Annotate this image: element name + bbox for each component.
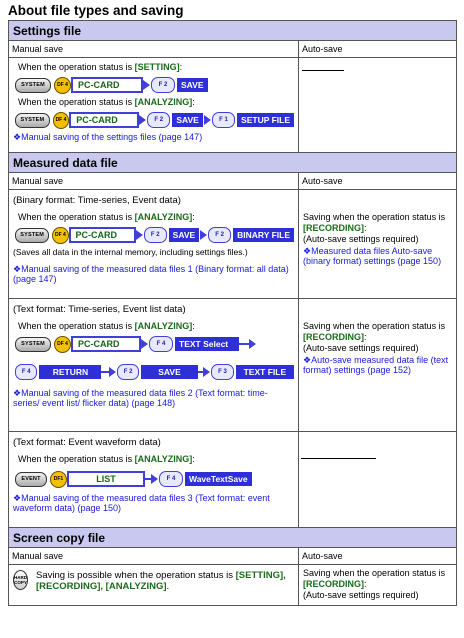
- system-key[interactable]: SYSTEM: [15, 228, 49, 243]
- save-button[interactable]: SAVE: [172, 113, 203, 127]
- page: [8, 3, 456, 606]
- text-flow-2: [15, 362, 294, 382]
- auto-requirement: (Auto-save settings required): [303, 343, 419, 353]
- text-format-label: (Text format: Time-series, Event list data): [13, 304, 186, 315]
- text-row: [9, 299, 457, 432]
- binary-flow: [15, 225, 294, 245]
- screen-auto-cell: [299, 565, 457, 606]
- section-heading: Screen copy file: [9, 528, 457, 548]
- f4-key[interactable]: F 4: [149, 336, 173, 352]
- screen-manual-cell: [9, 565, 299, 606]
- file-types-table: [8, 20, 457, 606]
- event-key[interactable]: EVENT: [15, 472, 47, 487]
- text-page-link[interactable]: ❖Manual saving of the measured data files 2 (Text format: time-series/ event list/ flicker data) (page 148): [13, 388, 268, 408]
- settings-page-link[interactable]: ❖Manual saving of the settings files (page 147): [13, 132, 203, 142]
- diamond-icon: ❖: [303, 246, 312, 256]
- settings-condition-1: When the operation status is [SETTING]:: [18, 62, 183, 72]
- pc-card-tab[interactable]: PC-CARD: [71, 77, 143, 93]
- binary-auto-cell: [299, 190, 457, 299]
- arrow-icon: [200, 230, 207, 240]
- column-header-row: [9, 548, 457, 565]
- system-key[interactable]: SYSTEM: [15, 78, 51, 93]
- arrow-icon: [249, 339, 256, 349]
- pc-card-tab[interactable]: PC-CARD: [69, 112, 139, 128]
- text-select-button[interactable]: TEXT Select: [175, 337, 239, 351]
- col-manual-save: Manual save: [9, 41, 299, 58]
- binary-row: [9, 190, 457, 299]
- wave-page-link[interactable]: ❖Manual saving of the measured data files 3 (Text format: event waveform data) (page 150): [13, 493, 270, 513]
- auto-condition-text: Saving when the operation status is: [303, 212, 446, 222]
- col-auto-save: Auto-save: [299, 548, 457, 565]
- text-flow-1: [15, 334, 294, 354]
- diamond-icon: ❖: [13, 493, 22, 503]
- diamond-icon: ❖: [13, 388, 22, 398]
- arrow-line: [101, 371, 108, 373]
- binary-auto-link[interactable]: ❖Measured data files Auto-save (binary format) settings (page 150): [303, 246, 442, 266]
- binary-page-link[interactable]: ❖Manual saving of the measured data files 1 (Binary format: all data) (page 147): [13, 264, 289, 284]
- wave-text-save-button[interactable]: WaveTextSave: [185, 472, 252, 486]
- auto-condition-kw: [RECORDING]:: [303, 332, 367, 342]
- arrow-icon: [204, 115, 211, 125]
- f3-key[interactable]: F 3: [211, 364, 233, 380]
- column-header-row: [9, 41, 457, 58]
- settings-auto-cell: [299, 58, 457, 153]
- section-heading: Settings file: [9, 21, 457, 41]
- settings-manual-cell: [9, 58, 299, 153]
- f2-key[interactable]: F 2: [208, 227, 231, 243]
- system-key[interactable]: SYSTEM: [15, 337, 51, 352]
- df4-key[interactable]: DF 4: [54, 336, 71, 353]
- wave-format-label: (Text format: Event waveform data): [13, 437, 161, 448]
- auto-condition-kw: [RECORDING]:: [303, 579, 367, 589]
- page-title: About file types and saving: [8, 3, 184, 18]
- df4-key[interactable]: DF 4: [54, 77, 71, 94]
- screen-manual-text: Saving is possible when the operation status is [SETTING], [RECORDING], [ANALYZING].: [36, 570, 286, 592]
- settings-row: [9, 58, 457, 153]
- f4-key[interactable]: F 4: [15, 364, 37, 380]
- list-tab[interactable]: LIST: [67, 471, 145, 487]
- df4-key[interactable]: DF 4: [53, 112, 69, 129]
- text-auto-link[interactable]: ❖Auto-save measured data file (text format) settings (page 152): [303, 355, 449, 375]
- setup-file-button[interactable]: SETUP FILE: [237, 113, 294, 127]
- save-button[interactable]: SAVE: [169, 228, 200, 242]
- col-manual-save: Manual save: [9, 548, 299, 565]
- save-button[interactable]: SAVE: [177, 78, 208, 92]
- text-auto-cell: [299, 299, 457, 432]
- f4-key[interactable]: F 4: [159, 471, 183, 487]
- empty-dash: [302, 70, 344, 71]
- df1-key[interactable]: DF1: [50, 471, 67, 488]
- arrow-icon: [139, 115, 146, 125]
- arrow-icon: [109, 367, 116, 377]
- auto-condition-kw: [RECORDING]:: [303, 223, 367, 233]
- wave-condition: When the operation status is [ANALYZING]:: [18, 454, 195, 464]
- settings-condition-2: When the operation status is [ANALYZING]:: [18, 97, 195, 107]
- col-manual-save: Manual save: [9, 173, 299, 190]
- arrow-icon: [203, 367, 210, 377]
- binary-condition: When the operation status is [ANALYZING]:: [18, 212, 195, 222]
- auto-condition-text: Saving when the operation status is: [303, 568, 446, 578]
- binary-format-label: (Binary format: Time-series, Event data): [13, 195, 181, 206]
- arrow-icon: [141, 339, 148, 349]
- diamond-icon: ❖: [303, 355, 312, 365]
- text-file-button[interactable]: TEXT FILE: [236, 365, 294, 379]
- f1-key[interactable]: F 1: [212, 112, 235, 128]
- text-condition: When the operation status is [ANALYZING]:: [18, 321, 195, 331]
- diamond-icon: ❖: [13, 264, 22, 274]
- hard-copy-key[interactable]: HARD COPY: [13, 570, 28, 590]
- settings-flow-1: [15, 75, 294, 95]
- empty-dash: [301, 458, 376, 459]
- section-heading: Measured data file: [9, 153, 457, 173]
- f2-key[interactable]: F 2: [147, 112, 170, 128]
- text-manual-cell: [9, 299, 299, 432]
- section-settings-file: [9, 21, 457, 41]
- auto-requirement: (Auto-save settings required): [303, 234, 419, 244]
- pc-card-tab[interactable]: PC-CARD: [71, 336, 141, 352]
- section-measured-data-file: [9, 153, 457, 173]
- column-header-row: [9, 173, 457, 190]
- arrow-icon: [151, 474, 158, 484]
- auto-condition-text: Saving when the operation status is: [303, 321, 446, 331]
- arrow-line: [239, 343, 249, 345]
- auto-requirement: (Auto-save settings required): [303, 590, 419, 600]
- system-key[interactable]: SYSTEM: [15, 113, 50, 128]
- binary-manual-cell: [9, 190, 299, 299]
- arrow-icon: [136, 230, 143, 240]
- f2-key[interactable]: F 2: [117, 364, 139, 380]
- settings-flow-2: [15, 110, 294, 130]
- pc-card-tab[interactable]: PC-CARD: [69, 227, 136, 243]
- diamond-icon: ❖: [13, 132, 22, 142]
- section-screen-copy-file: [9, 528, 457, 548]
- arrow-icon: [143, 80, 150, 90]
- col-auto-save: Auto-save: [299, 173, 457, 190]
- wave-auto-cell: [299, 432, 457, 528]
- f2-key[interactable]: F 2: [144, 227, 167, 243]
- return-button[interactable]: RETURN: [39, 365, 101, 379]
- binary-note: (Saves all data in the internal memory, including settings files.): [13, 247, 248, 257]
- binary-file-button[interactable]: BINARY FILE: [233, 228, 294, 242]
- wave-manual-cell: [9, 432, 299, 528]
- wave-flow: [15, 469, 294, 489]
- col-auto-save: Auto-save: [299, 41, 457, 58]
- screen-copy-row: [9, 565, 457, 606]
- f2-key[interactable]: F 2: [151, 77, 175, 93]
- save-button[interactable]: SAVE: [141, 365, 197, 379]
- df4-key[interactable]: DF 4: [52, 227, 68, 244]
- wave-row: [9, 432, 457, 528]
